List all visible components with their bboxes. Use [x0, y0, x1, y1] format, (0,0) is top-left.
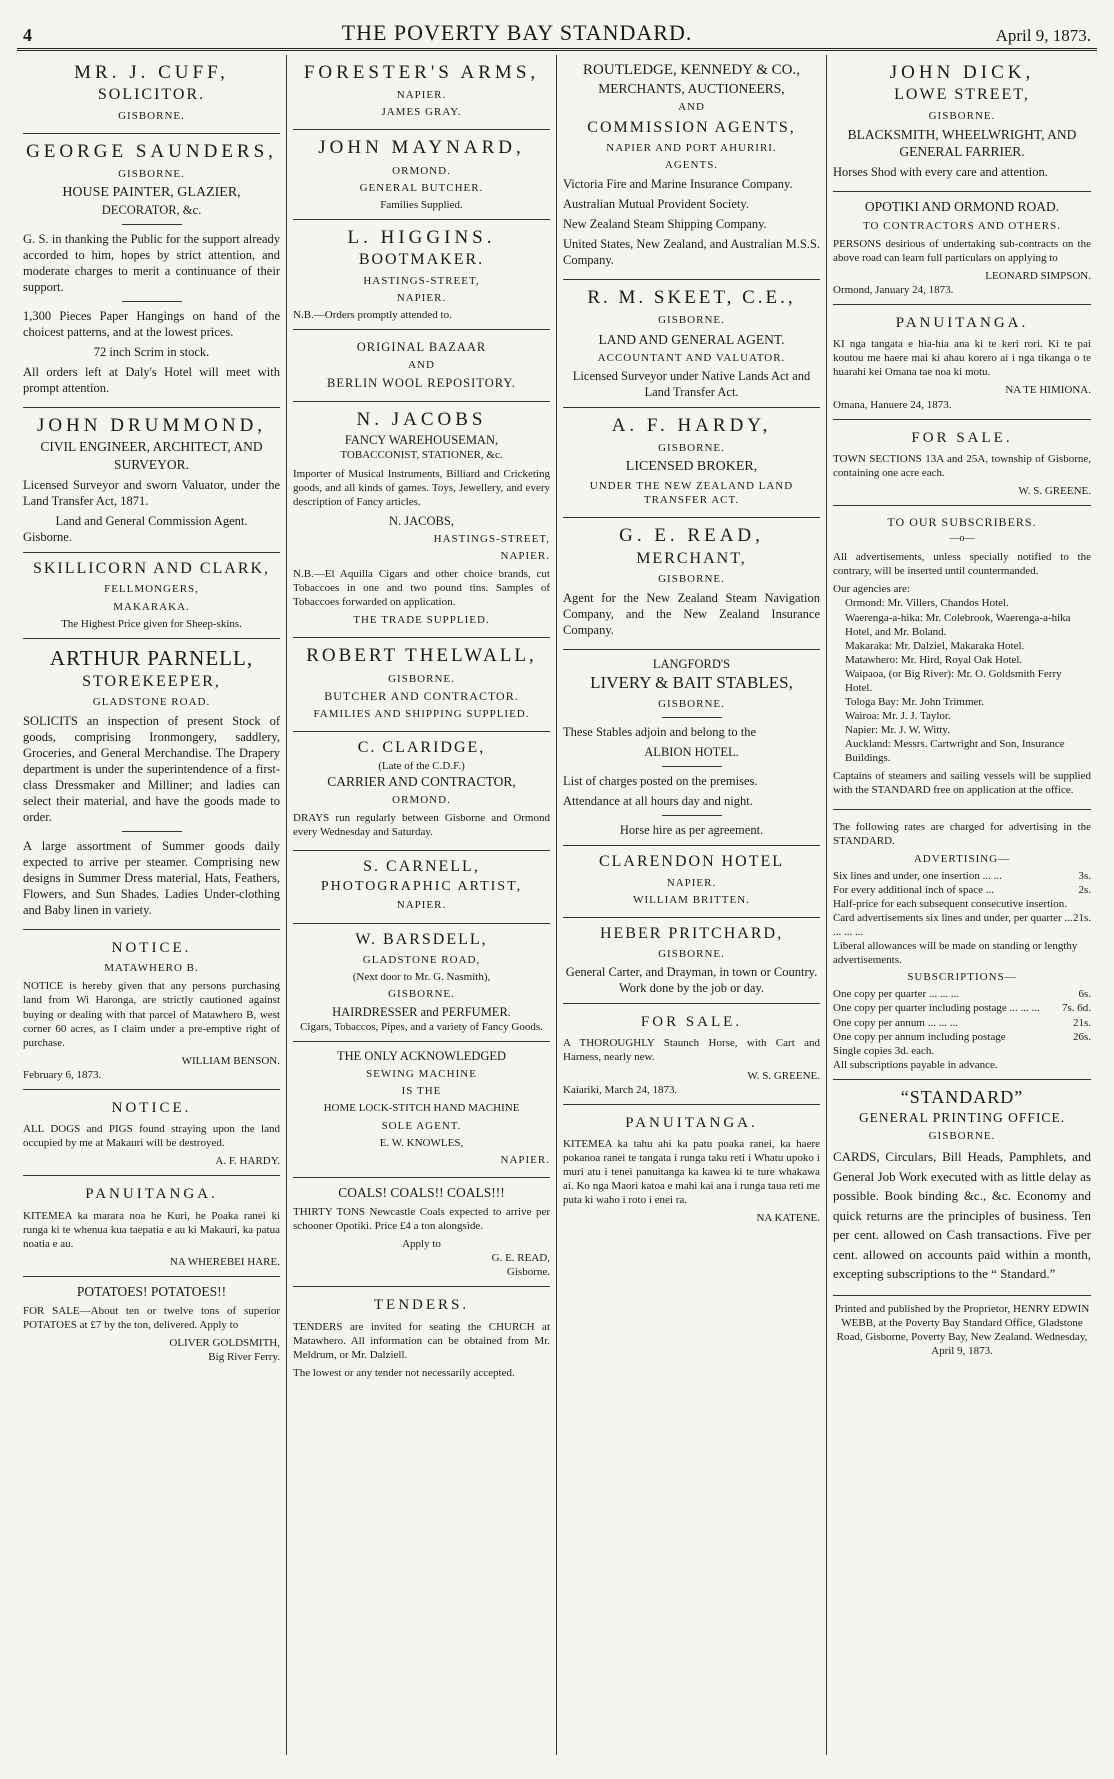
agency-item: Napier: Mr. J. W. Witty.: [845, 724, 950, 737]
ad-trade: GENERAL BUTCHER.: [359, 181, 484, 194]
ad-text: KITEMEA ka marara noa he Kuri, he Poaka ranei ki runga ki te whenua kua taepatia e au ki Makauri, ka patua noatia e au.: [23, 1209, 280, 1250]
ad-thelwall: [293, 638, 550, 732]
ad-text: Licensed Surveyor under Native Lands Act and Land Transfer Act.: [572, 368, 811, 399]
ad-skillicorn: [23, 553, 280, 639]
issue-date: April 9, 1873.: [995, 26, 1091, 45]
ad-heading: OPOTIKI AND ORMOND ROAD.: [864, 199, 1060, 215]
ad-heading: THE ONLY ACKNOWLEDGED: [336, 1049, 507, 1064]
ad-text: FAMILIES AND SHIPPING SUPPLIED.: [313, 707, 530, 720]
ad-heading: POTATOES! POTATOES!!: [76, 1283, 227, 1299]
ad-text: 1,300 Pieces Paper Hangings on hand of the choicest patterns, and at the lowest prices.: [23, 309, 280, 340]
ad-text: KI nga tangata e hia-hia ana ki te keri rori. Ki te pai koutou me haere mai ki ahau korero ai i nga tikanga o te huarahi kei Omana tae noa ki motu.: [833, 338, 1091, 379]
ad-heading: BERLIN WOOL REPOSITORY.: [327, 376, 516, 391]
ad-text: HOME LOCK-STITCH HAND MACHINE: [323, 1102, 520, 1115]
ad-heading: G. E. READ,: [619, 525, 764, 547]
ad-place: GISBORNE.: [118, 109, 185, 122]
ad-heading: NOTICE.: [111, 1099, 192, 1116]
ad-notice-matawhero: [23, 930, 280, 1090]
newspaper-page: [17, 8, 1097, 1758]
ad-text: SEWING MACHINE: [366, 1068, 477, 1081]
ad-text: Cigars, Tobaccos, Pipes, and a variety of Fancy Goods.: [300, 1021, 543, 1034]
ad-street: LOWE STREET,: [894, 86, 1030, 104]
ad-text: Families Supplied.: [380, 198, 463, 211]
imprint: [833, 1296, 1091, 1365]
page-number: 4: [23, 25, 32, 45]
ad-heading: JOHN MAYNARD,: [318, 137, 525, 159]
ad-heading: MR. J. CUFF,: [74, 62, 229, 83]
ad-subheading: AGENTS.: [664, 159, 719, 172]
rate-row: Card advertisements six lines and under, per quarter ... ... ... ... 21s.: [833, 912, 1091, 939]
ad-heading: S. CARNELL,: [363, 858, 480, 876]
ad-text: Half-price for each subsequent consecutive insertion.: [833, 897, 1067, 910]
ad-jacobs: [293, 402, 550, 638]
ad-trade: CARRIER AND CONTRACTOR,: [327, 773, 516, 789]
ad-heading: PANUITANGA.: [85, 1186, 218, 1203]
ad-text: CARDS, Circulars, Bill Heads, Pamphlets, and General Job Work executed with as little delay as possible. Book binding &c., &c. Economy and quick returns are the principles of business. Ten per cent. allowed on Cash transactions. Five per cent. allowed on accounts paid within a month, excepting subscriptions to the “ Standard.”: [833, 1149, 1091, 1282]
agency-item: New Zealand Steam Shipping Company.: [563, 217, 767, 232]
ad-heading: LANGFORD'S: [652, 657, 731, 672]
ad-place: NAPIER.: [500, 549, 550, 562]
ad-signature: N. JACOBS,: [389, 513, 454, 528]
ad-trade: MERCHANTS, AUCTIONEERS,: [598, 81, 785, 97]
ad-place: GISBORNE.: [118, 168, 185, 181]
ad-text: ALL DOGS and PIGS found straying upon the land occupied by me at Makauri will be destroyed.: [23, 1123, 280, 1150]
ad-trade: LICENSED BROKER,: [625, 459, 758, 475]
ad-heading: GEORGE SAUNDERS,: [26, 140, 277, 162]
ad-text: All orders left at Daly's Hotel will meet with prompt attention.: [23, 365, 280, 396]
ad-text: AND: [678, 101, 705, 114]
ad-hardy: [563, 408, 820, 518]
ad-text: Horse hire as per agreement.: [619, 823, 764, 838]
column-4: [827, 55, 1097, 1755]
ad-heading: C. CLARIDGE,: [357, 739, 486, 757]
ad-place: Gisborne.: [506, 1266, 550, 1279]
ad-heading: SKILLICORN AND CLARK,: [32, 560, 271, 577]
ad-claridge: [293, 732, 550, 851]
ad-place: GISBORNE.: [928, 1130, 996, 1143]
ad-heading: CLARENDON HOTEL: [598, 853, 785, 871]
ad-heading: R. M. SKEET, C.E.,: [587, 287, 796, 309]
ad-text: SOLICITS an inspection of present Stock of goods, comprising Ironmongery, saddlery, Groceries, and General Merchandise. The Drapery department is under the superintendence of a first-class Dressmaker and Milliner; and ladies can select their material, and have the goods made to order.: [23, 714, 280, 825]
agency-item: Victoria Fire and Marine Insurance Company.: [563, 177, 793, 192]
ad-subscribers: [833, 506, 1091, 809]
ad-text: N.B.—Orders promptly attended to.: [293, 308, 452, 321]
ad-subheading: ADVERTISING—: [913, 852, 1011, 865]
column-2: [287, 55, 557, 1755]
ad-heading: TENDERS.: [373, 1297, 470, 1314]
ad-text: The Highest Price given for Sheep-skins.: [61, 617, 242, 630]
ad-place: GLADSTONE ROAD.: [92, 696, 211, 709]
ornament-rule: —o—: [949, 533, 975, 545]
ad-text: The lowest or any tender not necessarily accepted.: [293, 1366, 515, 1379]
ad-date: February 6, 1873.: [23, 1068, 102, 1081]
ad-cuff: [23, 55, 280, 134]
ad-trade: FELLMONGERS,: [104, 583, 199, 596]
ad-trade: FANCY WAREHOUSEMAN,: [344, 433, 499, 448]
ad-trade: HOUSE PAINTER, GLAZIER,: [62, 185, 241, 201]
ad-text: All advertisements, unless specially notified to the contrary, will be inserted until countermanded.: [833, 551, 1091, 578]
ad-place: GISBORNE.: [388, 672, 455, 685]
ad-text: Our agencies are:: [833, 583, 910, 596]
ad-owner: WILLIAM BRITTEN.: [633, 893, 750, 906]
ad-place: NAPIER.: [396, 291, 447, 304]
ad-place: GISBORNE.: [658, 573, 725, 586]
ad-text: N.B.—El Aquilla Cigars and other choice brands, cut Tobaccoes in one and two pound tins. Samples of Tobaccoes forwarded on application.: [293, 567, 550, 609]
column-1: [17, 55, 287, 1755]
ad-place: GISBORNE.: [388, 988, 455, 1001]
ad-text: UNDER THE NEW ZEALAND LAND TRANSFER ACT.: [589, 480, 794, 507]
agency-item: Tologa Bay: Mr. John Trimmer.: [845, 695, 985, 708]
ad-text: (Next door to Mr. G. Nasmith),: [352, 971, 491, 984]
ad-forsale-horse: [563, 1004, 820, 1105]
ad-signature: LEONARD SIMPSON.: [985, 269, 1091, 282]
ad-place: NAPIER.: [666, 876, 717, 889]
ad-text: 72 inch Scrim in stock.: [93, 345, 210, 360]
ad-heading: L. HIGGINS.: [347, 227, 496, 249]
ad-potatoes: [23, 1277, 280, 1372]
ad-langford: [563, 650, 820, 846]
ad-text: Gisborne.: [23, 530, 72, 544]
ad-text: TOWN SECTIONS 13A and 25A, township of Gisborne, containing one acre each.: [833, 452, 1091, 479]
agency-item: Auckland: Messrs. Cartwright and Son, Insurance Buildings.: [845, 738, 1065, 765]
ad-heading: TO OUR SUBSCRIBERS.: [887, 515, 1037, 530]
ad-trade: HAIRDRESSER and PERFUMER.: [332, 1005, 511, 1020]
newspaper-title: THE POVERTY BAY STANDARD.: [341, 20, 693, 45]
ad-dick: [833, 55, 1091, 192]
ad-pritchard: [563, 918, 820, 1005]
ad-opotiki-road: [833, 192, 1091, 305]
ad-trade: BOOTMAKER.: [358, 251, 485, 269]
ad-text: A large assortment of Summer goods daily expected to arrive per steamer. Comprising new designs in Summer Dress material, Hats, Feathers, Flowers, and Sun Shades. Ladies Under-clothing and Baby linen in variety.: [23, 839, 280, 918]
rate-row: For every additional inch of space ... 2s.: [833, 883, 1091, 896]
ad-heading: W. BARSDELL,: [355, 930, 488, 948]
ad-text: FOR SALE—About ten or twelve tons of superior POTATOES at £7 by the ton, delivered. Apply to: [23, 1305, 280, 1332]
ad-text: Licensed Surveyor and sworn Valuator, under the Land Transfer Act, 1871.: [23, 478, 280, 508]
ad-subheading: MATAWHERO B.: [104, 962, 199, 975]
column-3: [557, 55, 827, 1755]
ad-routledge: [563, 55, 820, 280]
ad-signature: E. W. KNOWLES,: [379, 1136, 464, 1149]
ad-text: A THOROUGHLY Staunch Horse, with Cart and Harness, nearly new.: [563, 1037, 820, 1064]
ad-heading: FORESTER'S ARMS,: [303, 62, 540, 83]
ad-heading: JOHN DICK,: [889, 62, 1035, 83]
ad-text: Attendance at all hours day and night.: [563, 794, 753, 809]
ad-trade: BUTCHER AND CONTRACTOR.: [324, 688, 519, 703]
ad-heading: PANUITANGA.: [895, 315, 1029, 332]
ad-street: HASTINGS-STREET,: [433, 532, 550, 545]
ad-trade: LAND AND GENERAL AGENT.: [598, 331, 785, 347]
ad-text: Land and General Commission Agent.: [55, 514, 248, 528]
ad-text: List of charges posted on the premises.: [563, 774, 758, 789]
ad-date: Omana, Hanuere 24, 1873.: [833, 398, 952, 411]
ad-heading: FOR SALE.: [640, 1014, 743, 1031]
ad-parnell: [23, 639, 280, 930]
ad-signature: OLIVER GOLDSMITH,: [169, 1337, 280, 1350]
ad-text: The following rates are charged for advertising in the STANDARD.: [833, 820, 1091, 847]
ad-saunders: [23, 134, 280, 408]
ad-skeet: [563, 280, 820, 408]
ad-heading: ORIGINAL BAZAAR: [356, 340, 487, 355]
rate-row: One copy per quarter ... ... ... 6s.: [833, 988, 1091, 1001]
ad-heading: “STANDARD”: [900, 1086, 1024, 1107]
ad-text: General Carter, and Drayman, in town or Country.: [565, 965, 818, 980]
ad-place: GISBORNE.: [658, 442, 725, 455]
ad-bazaar: [293, 330, 550, 402]
imprint-text: Printed and published by the Proprietor, HENRY EDWIN WEBB, at the Poverty Bay Standard Office, Gladstone Road, Gisborne, Poverty Bay, New Zealand. Wednesday, April 9, 1873.: [834, 1302, 1090, 1357]
ad-place: ORMOND.: [392, 164, 451, 177]
ad-heading: NOTICE.: [111, 940, 192, 957]
ad-heading: N. JACOBS: [356, 409, 487, 431]
ad-text: SOLE AGENT.: [381, 1119, 462, 1132]
agency-item: Waipaoa, (or Big River): Mr. O. Goldsmith Ferry Hotel.: [845, 667, 1062, 694]
ad-place: GISBORNE.: [658, 697, 725, 710]
ad-heading: COALS! COALS!! COALS!!!: [338, 1184, 505, 1200]
ad-owner: JAMES GRAY.: [381, 106, 462, 119]
ad-place: GISBORNE.: [658, 948, 725, 961]
ad-place: NAPIER AND PORT AHURIRI.: [606, 142, 777, 154]
ad-place: ORMOND.: [392, 793, 451, 806]
ad-heading: PANUITANGA.: [625, 1114, 758, 1131]
ad-heading: ARTHUR PARNELL,: [49, 645, 254, 670]
ad-text: Apply to: [402, 1238, 441, 1251]
ad-panuitanga-1: [23, 1176, 280, 1277]
ad-text: Work done by the job or day.: [618, 981, 765, 996]
ad-text: KITEMEA ka tahu ahi ka patu poaka ranei, ka haere pokanoa ranei te tangata i runga taku reti i Whatu upoko i muri atu i tenei panuitanga ka kawea ki te ture whakawa ai. Ko nga Maori katoa e mahi kai ana i runga taua reti me puta ki waho i roto i enei ra.: [563, 1137, 820, 1207]
ad-subheading: TO CONTRACTORS AND OTHERS.: [863, 219, 1061, 232]
ad-notice-dogs: [23, 1090, 280, 1176]
ad-place: GISBORNE.: [658, 314, 725, 327]
ad-place: MAKARAKA.: [113, 600, 190, 613]
ad-drummond: [23, 408, 280, 553]
agency-item: United States, New Zealand, and Australian M.S.S. Company.: [563, 237, 820, 268]
rate-row: One copy per annum ... ... ... 21s.: [833, 1016, 1091, 1029]
ad-text: IS THE: [401, 1085, 442, 1098]
ad-signature: W. S. GREENE.: [1018, 484, 1091, 497]
ad-signature: WILLIAM BENSON.: [181, 1054, 280, 1067]
ad-signature: G. E. READ,: [491, 1252, 550, 1265]
ad-trade: PHOTOGRAPHIC ARTIST,: [320, 878, 523, 894]
ad-text: Single copies 3d. each.: [833, 1044, 935, 1057]
ad-subheading: SOLICITOR.: [97, 86, 206, 104]
ad-trade: BLACKSMITH, WHEELWRIGHT, AND GENERAL FARRIER.: [847, 126, 1077, 160]
ad-maynard: [293, 130, 550, 220]
masthead: [17, 8, 1097, 51]
ad-signature: NA TE HIMIONA.: [1005, 384, 1091, 397]
ad-text: Liberal allowances will be made on standing or lengthy advertisements.: [833, 940, 1078, 967]
ad-text: Agent for the New Zealand Steam Navigation Company, and the New Zealand Insurance Company.: [563, 591, 820, 638]
agency-item: Makaraka: Mr. Dalziel, Makaraka Hotel.: [845, 639, 1025, 652]
ad-date: Ormond, January 24, 1873.: [833, 283, 954, 296]
agency-item: Ormond: Mr. Villers, Chandos Hotel.: [845, 597, 1009, 610]
ad-signature: NA WHEREBEI HARE.: [169, 1255, 280, 1268]
ad-text: (Late of the C.D.F.): [378, 759, 465, 772]
ad-street: HASTINGS-STREET,: [363, 274, 480, 287]
ad-heading: FOR SALE.: [911, 429, 1013, 446]
ad-barsdell: [293, 924, 550, 1043]
ad-text: ALBION HOTEL.: [644, 745, 739, 760]
ad-street: GLADSTONE ROAD,: [362, 954, 481, 966]
ad-place: GISBORNE.: [928, 109, 996, 122]
ad-signature: NA KATENE.: [756, 1212, 820, 1225]
ad-signature: A. F. HARDY.: [215, 1155, 280, 1168]
ad-date: Kaiariki, March 24, 1873.: [563, 1083, 678, 1096]
ad-text: Horses Shod with every care and attention.: [833, 165, 1048, 180]
ad-text: NOTICE is hereby given that any persons purchasing land from Wi Haronga, are strictly cautioned against buying or dealing with that parcel of Matawhero B, west corner 60 acres, as I claim under a pre-emptive right of purchase.: [23, 980, 280, 1049]
ad-heading: ROUTLEDGE, KENNEDY & CO.,: [583, 62, 800, 78]
ad-text: THIRTY TONS Newcastle Coals expected to arrive per schooner Opotiki. Price £4 a ton alongside.: [293, 1206, 550, 1233]
ad-place: NAPIER.: [396, 899, 447, 912]
agency-item: Waerenga-a-hika: Mr. Colebrook, Waerenga-a-hika Hotel, and Mr. Boland.: [845, 611, 1071, 638]
ad-heading: ROBERT THELWALL,: [306, 645, 537, 667]
ad-heading: JOHN DRUMMOND,: [36, 415, 267, 437]
ad-trade: LIVERY & BAIT STABLES,: [590, 673, 793, 693]
ad-trade: CIVIL ENGINEER, ARCHITECT, AND SURVEYOR.: [40, 439, 263, 472]
ad-read: [563, 518, 820, 650]
ad-heading: A. F. HARDY,: [611, 414, 772, 436]
ad-subheading: GENERAL PRINTING OFFICE.: [858, 1109, 1066, 1125]
ad-higgins: [293, 220, 550, 330]
ad-place: NAPIER.: [500, 1153, 550, 1166]
ad-tenders: [293, 1287, 550, 1387]
ad-place: Big River Ferry.: [208, 1351, 280, 1364]
ad-rates: [833, 810, 1091, 1080]
ad-trade: TOBACCONIST, STATIONER, &c.: [340, 449, 503, 462]
ad-heading: HEBER PRITCHARD,: [599, 924, 784, 942]
agency-item: Australian Mutual Provident Society.: [563, 197, 749, 212]
ad-text: THE TRADE SUPPLIED.: [353, 614, 490, 627]
ad-text: Importer of Musical Instruments, Billiard and Cricketing goods, and all kinds of games. Toys, Jewellery, and every description of Fancy articles.: [293, 467, 550, 508]
ad-carnell: [293, 851, 550, 923]
ad-clarendon: [563, 846, 820, 918]
ad-sewing-machine: [293, 1042, 550, 1177]
ad-subheading: SUBSCRIPTIONS—: [907, 971, 1017, 984]
ad-trade: COMMISSION AGENTS,: [587, 118, 796, 136]
rate-row: One copy per annum including postage 26s.: [833, 1030, 1091, 1043]
ad-printing-office: [833, 1080, 1091, 1296]
ad-trade: ACCOUNTANT AND VALUATOR.: [597, 351, 786, 364]
ad-foresters: [293, 55, 550, 130]
ad-trade: STOREKEEPER,: [82, 672, 221, 690]
ad-panuitanga-2: [563, 1105, 820, 1233]
ad-trade: DECORATOR, &c.: [101, 203, 202, 218]
rate-row: Six lines and under, one insertion ... ... 3s.: [833, 869, 1091, 882]
ad-panuitanga-3: [833, 305, 1091, 420]
ad-text: AND: [408, 359, 435, 372]
ad-text: These Stables adjoin and belong to the: [563, 725, 757, 740]
rate-row: One copy per quarter including postage ... ... ... 7s. 6d.: [833, 1002, 1091, 1015]
ad-text: TENDERS are invited for seating the CHURCH at Matawhero. All information can be obtained from Mr. Meldrum, or Mr. Dalziell.: [293, 1320, 550, 1361]
ad-signature: W. S. GREENE.: [747, 1069, 820, 1082]
ad-coals: [293, 1178, 550, 1288]
ad-place: NAPIER.: [396, 89, 447, 102]
agency-item: Matawhero: Mr. Hird, Royal Oak Hotel.: [845, 653, 1023, 666]
agency-item: Wairoa: Mr. J. J. Taylor.: [845, 710, 951, 723]
ad-text: G. S. in thanking the Public for the support already accorded to him, hopes by strict attention, and moderate charges to merit a continuance of their support.: [23, 232, 280, 295]
ad-text: DRAYS run regularly between Gisborne and Ormond every Wednesday and Saturday.: [293, 811, 550, 838]
ad-text: Captains of steamers and sailing vessels will be supplied with the STANDARD free on application at the office.: [833, 770, 1091, 797]
ad-trade: MERCHANT,: [636, 549, 747, 567]
ad-forsale-sections: [833, 420, 1091, 506]
ad-text: All subscriptions payable in advance.: [833, 1058, 998, 1071]
ad-text: PERSONS desirious of undertaking sub-contracts on the above road can learn full particulars on applying to: [833, 237, 1091, 264]
